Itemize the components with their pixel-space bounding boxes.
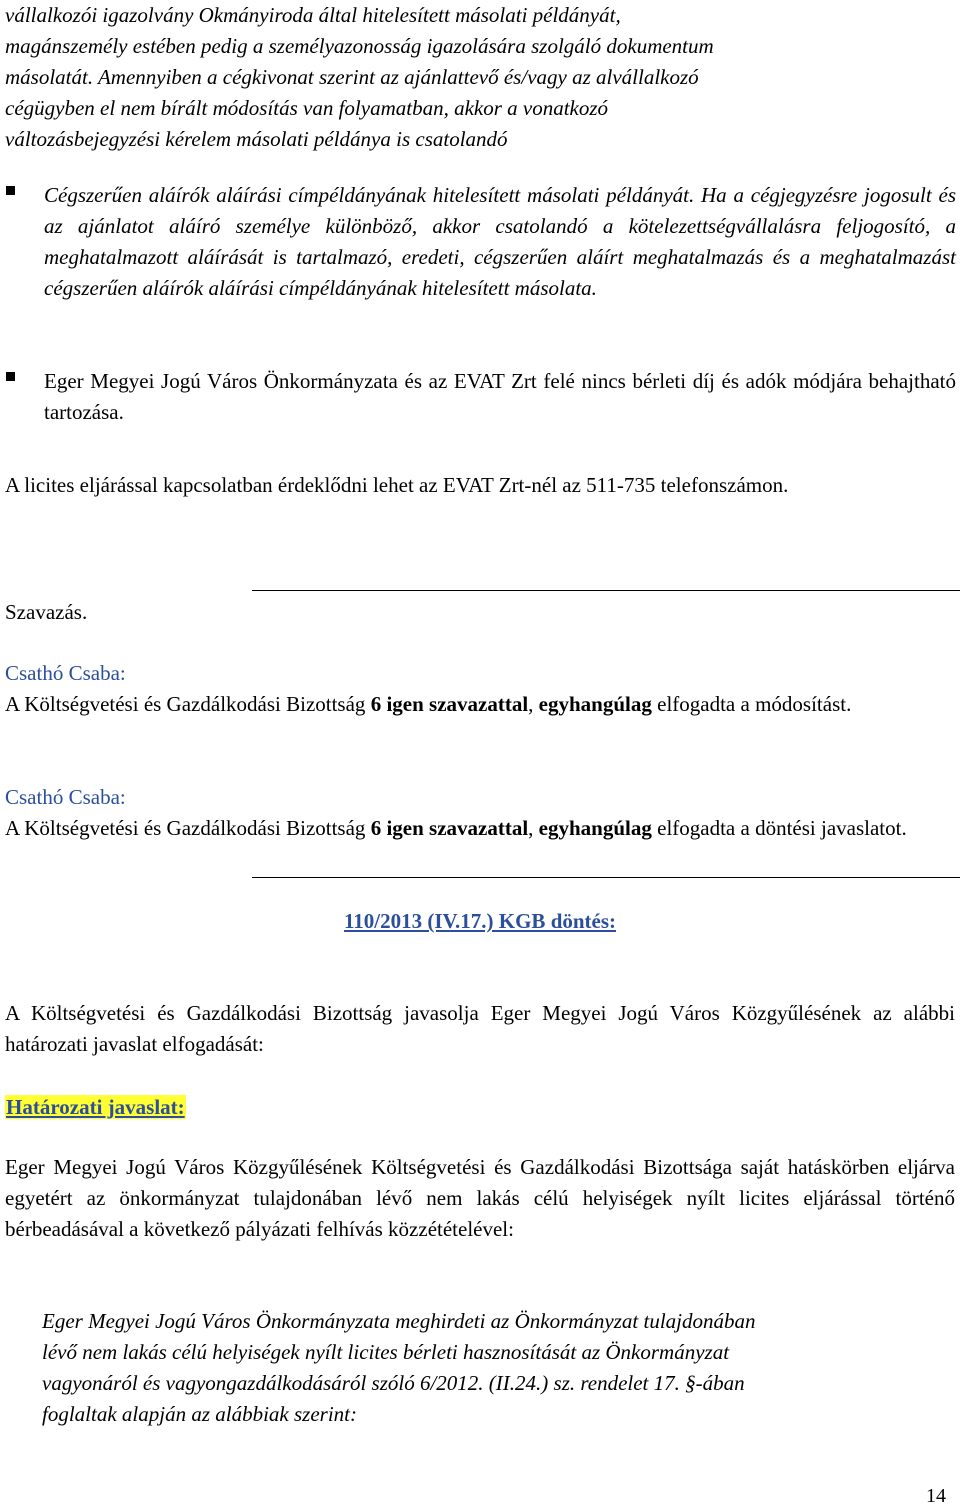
proposal-heading: Határozati javaslat: bbox=[6, 1095, 185, 1119]
decision-title: 110/2013 (IV.17.) KGB döntés: bbox=[343, 909, 617, 933]
vote-text: elfogadta a módosítást. bbox=[651, 692, 852, 716]
speaker-name: Csathó Csaba: bbox=[5, 785, 126, 809]
continuation-line-2: magánszemély estében pedig a személyazonosság igazolására szolgáló dokumentum bbox=[5, 34, 714, 58]
vote-text: elfogadta a döntési javaslatot. bbox=[651, 816, 907, 840]
notice-line-3: vagyonáról és vagyongazdálkodásáról szóló 6/2012. (II.24.) sz. rendelet 17. §-ában bbox=[42, 1371, 745, 1395]
vote-result-1 bbox=[5, 658, 955, 720]
proposal-heading-wrap bbox=[5, 1092, 955, 1123]
page-number: 14 bbox=[926, 1485, 946, 1507]
decision-intro: A Költségvetési és Gazdálkodási Bizottság javasolja Eger Megyei Jogú Város Közgyűlésének az alábbi határozati javaslat elfogadását: bbox=[5, 1001, 955, 1056]
notice-line-2: lévő nem lakás célú helyiségek nyílt licites bérleti hasznosítását az Önkormányzat bbox=[42, 1340, 730, 1364]
contact-paragraph: A licites eljárással kapcsolatban érdeklődni lehet az EVAT Zrt-nél az 511-735 telefonszámon. bbox=[5, 473, 789, 497]
continuation-line-5: változásbejegyzési kérelem másolati példánya is csatolandó bbox=[5, 127, 508, 151]
vote-result-text bbox=[5, 813, 955, 844]
section-divider bbox=[252, 877, 960, 878]
bullet-item-no-debt: Eger Megyei Jogú Város Önkormányzata és az EVAT Zrt felé nincs bérleti díj és adók módjára behajtható tartozása. bbox=[44, 369, 956, 424]
vote-text: , bbox=[528, 692, 539, 716]
vote-unanimous: egyhangúlag bbox=[538, 816, 652, 840]
vote-result-text bbox=[5, 689, 955, 720]
notice-paragraph bbox=[42, 1306, 956, 1430]
vote-heading: Szavazás. bbox=[5, 600, 88, 624]
bullet-item-signatures: Cégszerűen aláírók aláírási címpéldányának hitelesített másolati példányát. Ha a cégjegyzésre jogosult és az ajánlatot aláíró személye különböző, akkor csatolandó a kötelezettségvállalásra feljogosító, a meghatalmazott aláírását is tartalmazó, eredeti, cégszerűen aláírt meghatalmazás és a meghatalmazást cégszerűen aláírók aláírási címpéldányának hitelesített másolata. bbox=[44, 183, 956, 300]
continuation-line-3: másolatát. Amennyiben a cégkivonat szerint az ajánlattevő és/vagy az alvállalkozó bbox=[5, 65, 699, 89]
square-bullet-icon bbox=[6, 372, 15, 381]
vote-count: 6 igen szavazattal bbox=[370, 692, 529, 716]
vote-unanimous: egyhangúlag bbox=[538, 692, 652, 716]
vote-text: A Költségvetési és Gazdálkodási Bizottság bbox=[5, 816, 371, 840]
vote-result-2 bbox=[5, 782, 955, 844]
speaker-name: Csathó Csaba: bbox=[5, 661, 126, 685]
notice-line-4: foglaltak alapján az alábbiak szerint: bbox=[42, 1402, 357, 1426]
section-divider bbox=[252, 590, 960, 591]
vote-text: A Költségvetési és Gazdálkodási Bizottság bbox=[5, 692, 371, 716]
continuation-line-4: cégügyben el nem bírált módosítás van folyamatban, akkor a vonatkozó bbox=[5, 96, 609, 120]
vote-count: 6 igen szavazattal bbox=[370, 816, 529, 840]
continuation-line-1: vállalkozói igazolvány Okmányiroda által hitelesített másolati példányát, bbox=[5, 3, 621, 27]
square-bullet-icon bbox=[6, 186, 15, 195]
notice-line-1: Eger Megyei Jogú Város Önkormányzata meghirdeti az Önkormányzat tulajdonában bbox=[42, 1309, 756, 1333]
continuation-paragraph bbox=[5, 0, 955, 155]
proposal-text: Eger Megyei Jogú Város Közgyűlésének Költségvetési és Gazdálkodási Bizottsága saját hatáskörben eljárva egyetért az önkormányzat tulajdonában lévő nem lakás célú helyiségek nyílt licites eljárással történő bérbeadásával a következő pályázati felhívás közzétételével: bbox=[5, 1155, 955, 1241]
vote-text: , bbox=[528, 816, 539, 840]
decision-title-wrap bbox=[0, 906, 960, 937]
